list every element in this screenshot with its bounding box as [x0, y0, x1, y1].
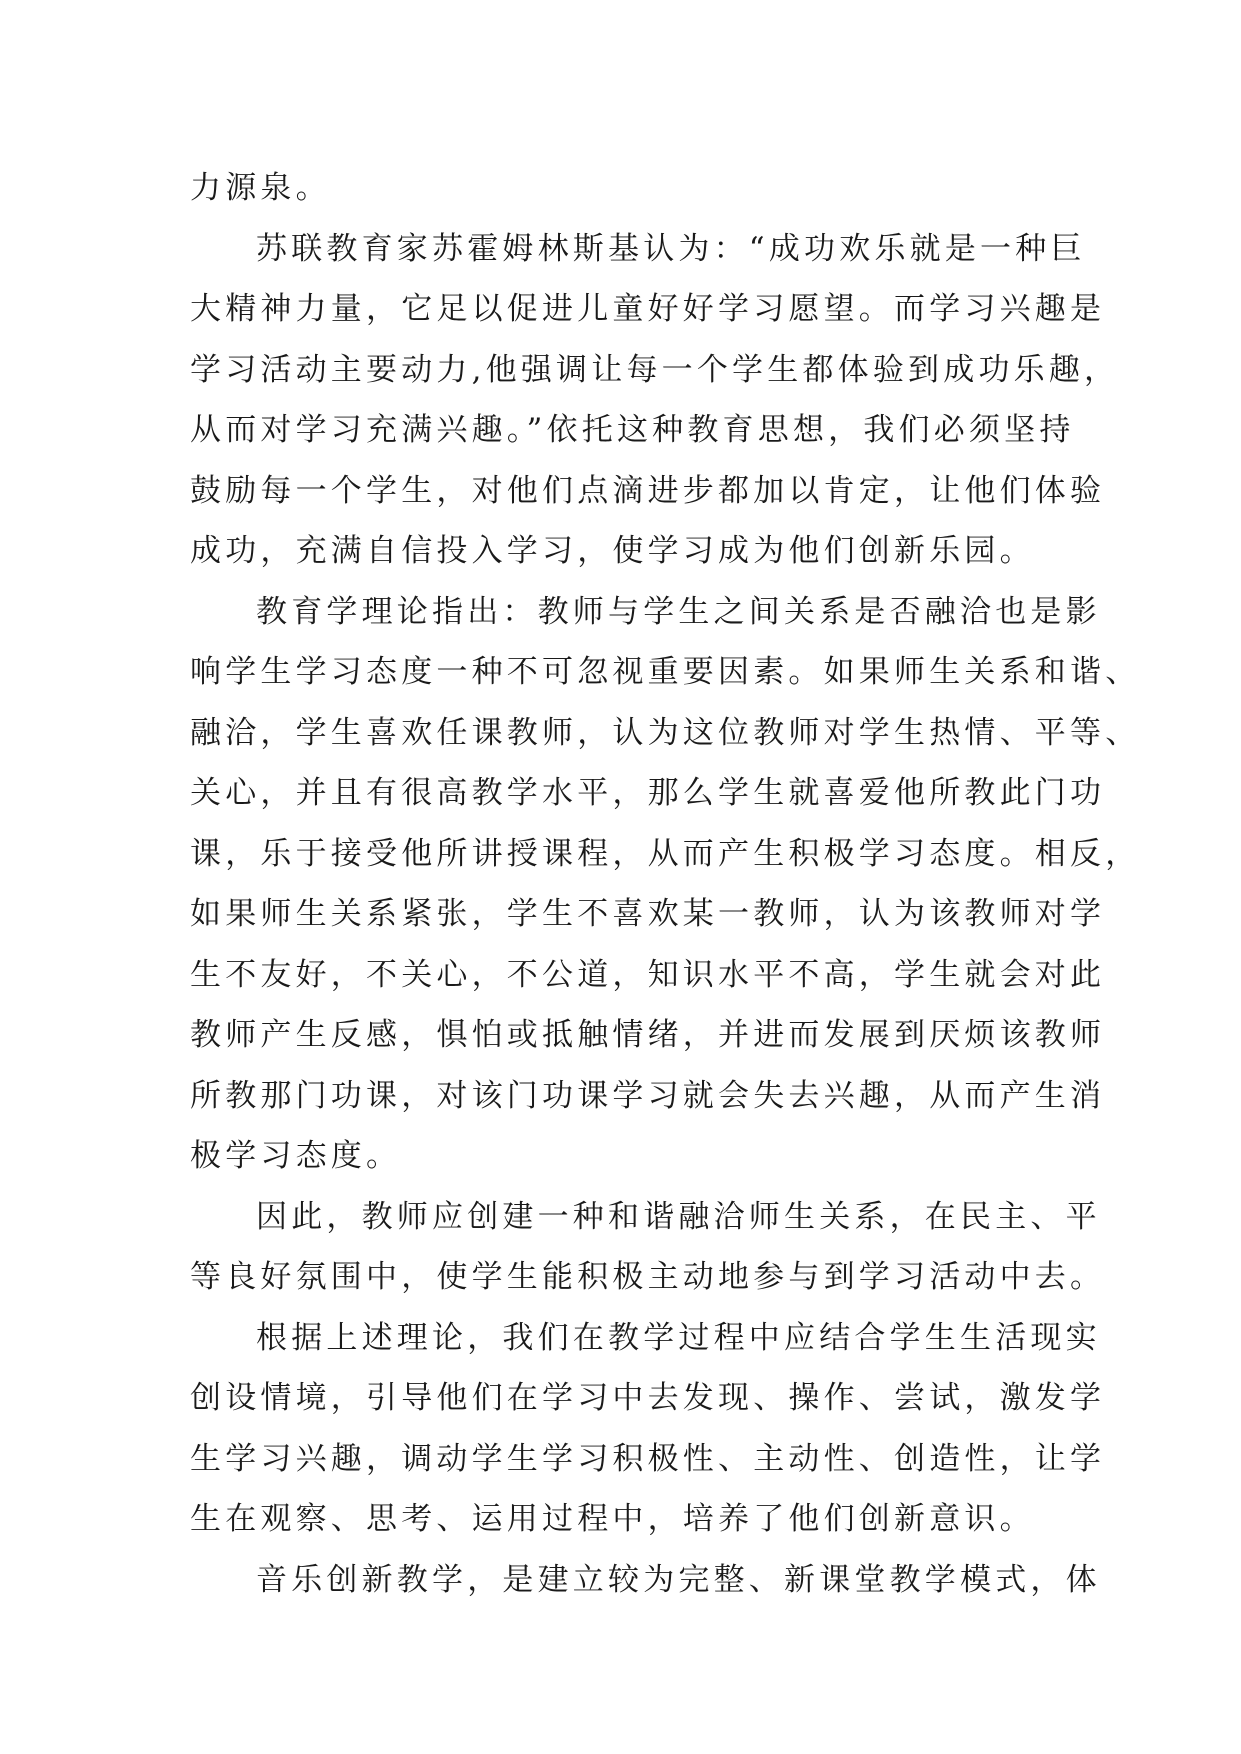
text-line: 融洽，学生喜欢任课教师，认为这位教师对学生热情、平等、: [190, 714, 1141, 751]
text-line: 生学习兴趣，调动学生学习积极性、主动性、创造性，让学: [190, 1440, 1106, 1477]
text-line: 生不友好，不关心，不公道，知识水平不高，学生就会对此: [190, 956, 1106, 993]
text-line: 音乐创新教学，是建立较为完整、新课堂教学模式，体: [256, 1561, 1101, 1598]
text-line: 所教那门功课，对该门功课学习就会失去兴趣，从而产生消: [190, 1077, 1106, 1114]
body-text: [190, 158, 1141, 1610]
text-line: 课，乐于接受他所讲授课程，从而产生积极学习态度。相反，: [190, 835, 1141, 872]
text-line: 力源泉。: [190, 170, 331, 206]
text-line: 极学习态度。: [190, 1138, 402, 1174]
text-line: 大精神力量，它足以促进儿童好好学习愿望。而学习兴趣是: [190, 291, 1106, 327]
text-line: 响学生学习态度一种不可忽视重要因素。如果师生关系和谐、: [190, 654, 1141, 690]
text-line: 因此，教师应创建一种和谐融洽师生关系，在民主、平: [256, 1198, 1101, 1235]
text-line: 成功，充满自信投入学习，使学习成为他们创新乐园。: [190, 533, 1035, 569]
text-line: 创设情境，引导他们在学习中去发现、操作、尝试，激发学: [190, 1380, 1106, 1416]
text-line: 生在观察、思考、运用过程中，培养了他们创新意识。: [190, 1501, 1035, 1537]
text-line: 等良好氛围中，使学生能积极主动地参与到学习活动中去。: [190, 1259, 1106, 1295]
text-line: 学习活动主要动力,他强调让每一个学生都体验到成功乐趣，: [190, 351, 1120, 388]
text-line: 教师产生反感，惧怕或抵触情绪，并进而发展到厌烦该教师: [190, 1017, 1106, 1053]
text-line: 从而对学习充满兴趣。”依托这种教育思想，我们必须坚持: [190, 412, 1075, 448]
text-line: 苏联教育家苏霍姆林斯基认为：“成功欢乐就是一种巨: [256, 230, 1086, 267]
text-line: 鼓励每一个学生，对他们点滴进步都加以肯定，让他们体验: [190, 472, 1106, 509]
text-line: 根据上述理论，我们在教学过程中应结合学生生活现实: [256, 1319, 1101, 1356]
text-line: 教育学理论指出：教师与学生之间关系是否融洽也是影: [256, 593, 1101, 630]
text-line: 如果师生关系紧张，学生不喜欢某一教师，认为该教师对学: [190, 896, 1106, 932]
text-line: 关心，并且有很高教学水平，那么学生就喜爱他所教此门功: [190, 775, 1106, 811]
